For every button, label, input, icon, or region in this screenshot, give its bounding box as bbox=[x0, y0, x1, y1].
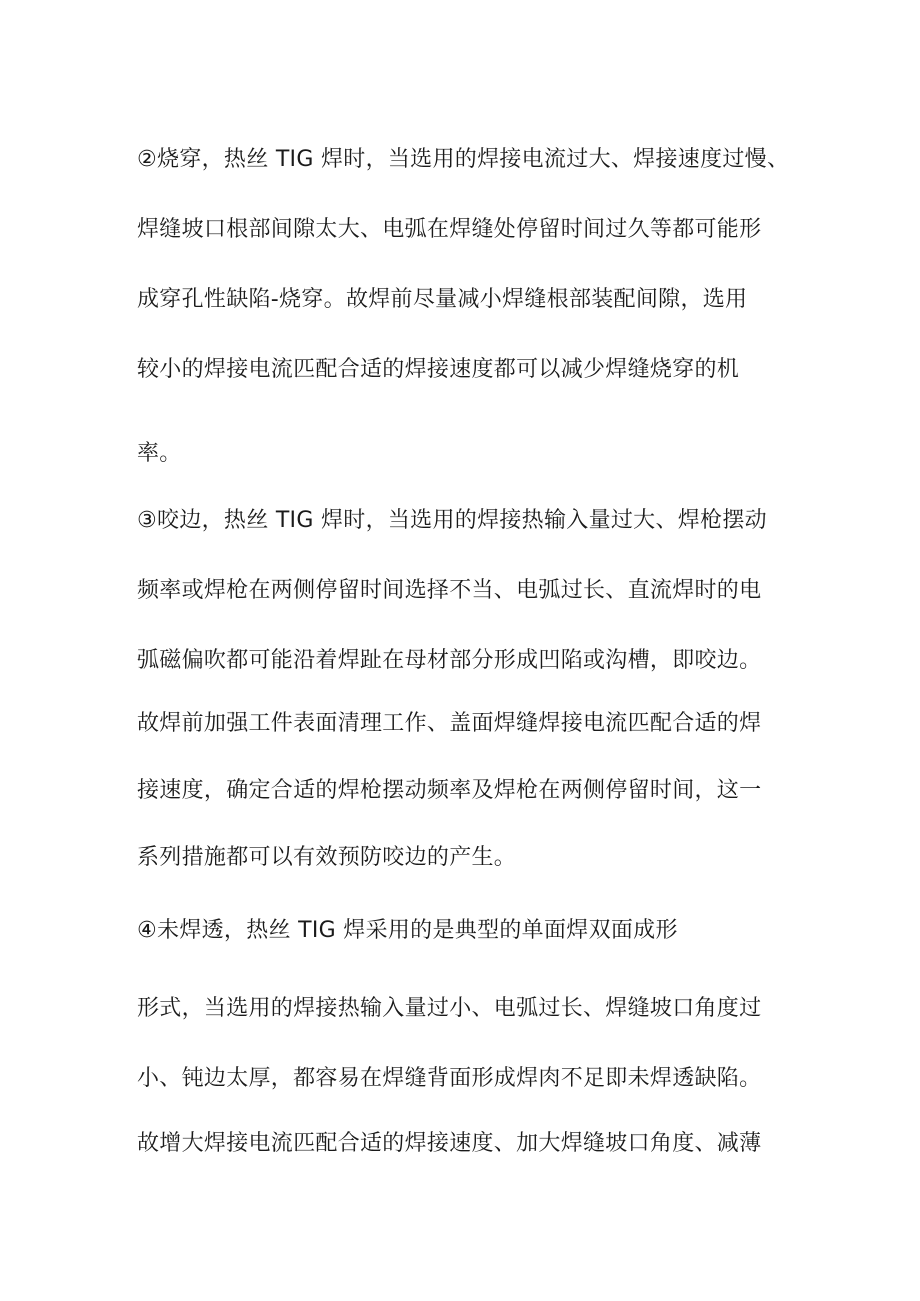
text-line-7: 频率或焊枪在两侧停留时间选择不当、电弧过长、直流焊时的电 bbox=[137, 578, 762, 603]
text-line-14: 小、钝边太厚，都容易在焊缝背面形成焊肉不足即未焊透缺陷。 bbox=[137, 1066, 762, 1091]
text-line-5: 率。 bbox=[137, 441, 182, 466]
text-line-1: ②烧穿，热丝 TIG 焊时，当选用的焊接电流过大、焊接速度过慢、 bbox=[137, 147, 790, 172]
text-line-10: 接速度，确定合适的焊枪摆动频率及焊枪在两侧停留时间，这一 bbox=[137, 778, 762, 803]
text-line-2: 焊缝坡口根部间隙太大、电弧在焊缝处停留时间过久等都可能形 bbox=[137, 217, 762, 242]
text-line-12: ④未焊透，热丝 TIG 焊采用的是典型的单面焊双面成形 bbox=[137, 918, 678, 943]
text-line-9: 故焊前加强工件表面清理工作、盖面焊缝焊接电流匹配合适的焊 bbox=[137, 711, 762, 736]
text-line-6: ③咬边，热丝 TIG 焊时，当选用的焊接热输入量过大、焊枪摆动 bbox=[137, 508, 767, 533]
text-line-15: 故增大焊接电流匹配合适的焊接速度、加大焊缝坡口角度、减薄 bbox=[137, 1131, 762, 1156]
text-line-11: 系列措施都可以有效预防咬边的产生。 bbox=[137, 845, 517, 870]
text-line-3: 成穿孔性缺陷-烧穿。故焊前尽量减小焊缝根部装配间隙，选用 bbox=[137, 287, 748, 312]
text-line-4: 较小的焊接电流匹配合适的焊接速度都可以减少焊缝烧穿的机 bbox=[137, 357, 740, 382]
text-line-13: 形式，当选用的焊接热输入量过小、电弧过长、焊缝坡口角度过 bbox=[137, 996, 762, 1021]
text-line-8: 弧磁偏吹都可能沿着焊趾在母材部分形成凹陷或沟槽，即咬边。 bbox=[137, 648, 762, 673]
